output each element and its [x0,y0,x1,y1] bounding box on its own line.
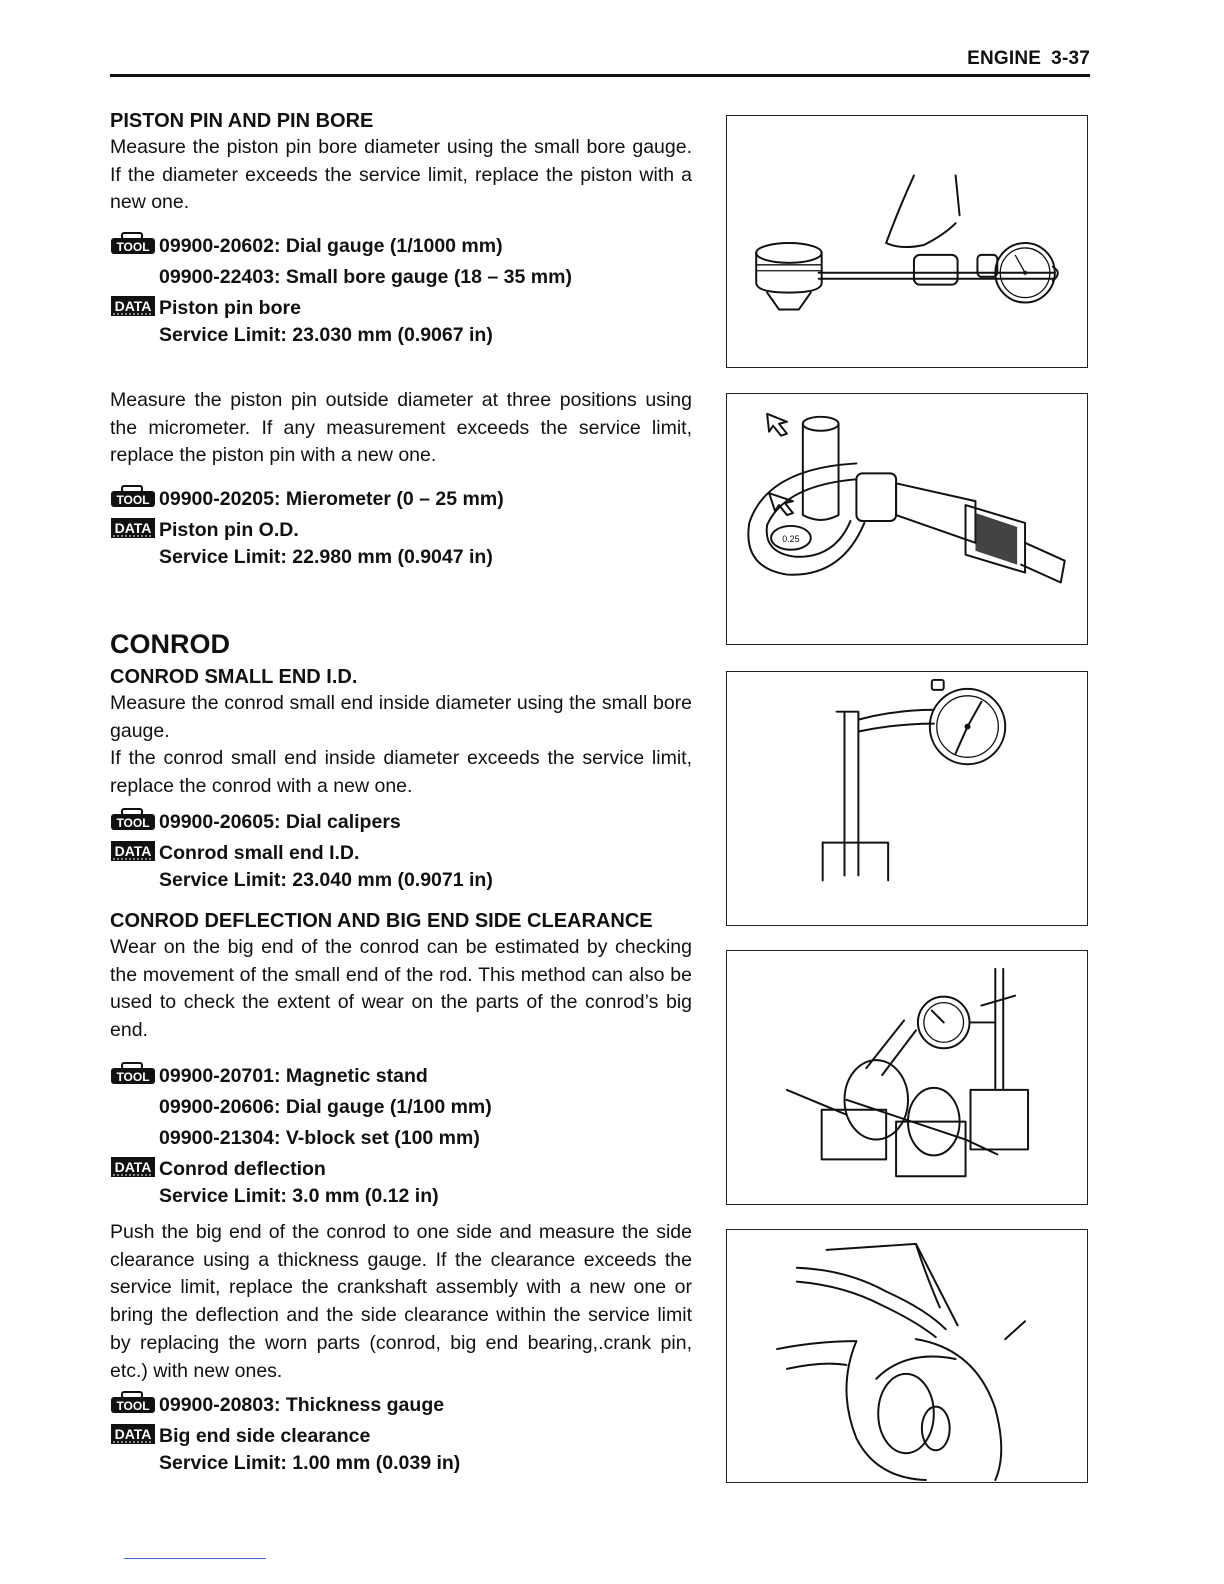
data-label-conrod-small-end: Conrod small end I.D. [159,842,360,864]
big-end-specs [110,1390,692,1479]
tool-icon-label: TOOL [116,1399,150,1413]
piston-pin-paragraph-2: Measure the piston pin outside diameter at three positions using the micrometer. If any measurement exceeds the service limit, replace the piston pin with a new one. [110,389,692,467]
tool-icon-label: TOOL [116,493,150,507]
figure-micrometer [726,393,1088,645]
micrometer-scale-label: 0.25 [782,533,800,544]
magnetic-stand-illustration [727,951,1087,1204]
tool-icon-label: TOOL [116,1070,150,1084]
header-page-number: 3-37 [1051,48,1090,69]
tool-3: 09900-20205: Mierometer (0 – 25 mm) [159,488,504,510]
tool-icon [110,1062,156,1085]
footer-rule [124,1558,266,1559]
data-icon-label: DATA [114,298,152,314]
conrod-deflection-paragraph-2: Push the big end of the conrod to one side and measure the side clearance using a thickness gauge. If the clearance exceeds the service limit, replace the crankshaft assembly with a new one or bring the deflection and the side clearance within the service limit by replacing the worn parts (conrod, big end bearing,.crank pin, etc.) with new ones. [110,1221,692,1382]
tool-line [110,807,692,838]
data-icon-label: DATA [114,520,152,536]
piston-pin-section [110,108,692,217]
data-icon-label: DATA [114,843,152,859]
tool-icon-label: TOOL [116,816,150,830]
tool-line [110,484,692,515]
figure-piston-bore-gauge [726,115,1088,368]
conrod-small-end-paragraph-1: Measure the conrod small end inside diameter using the small bore gauge. [110,692,692,742]
tool-icon-label: TOOL [116,240,150,254]
conrod-small-end-specs [110,807,692,896]
tool-icon [110,232,156,255]
data-icon-label: DATA [114,1159,152,1175]
piston-pin-heading: PISTON PIN AND PIN BORE [110,110,374,132]
data-icon [110,517,156,539]
thickness-gauge-illustration [727,1230,1087,1482]
data-icon [110,1423,156,1445]
tool-line [110,1061,692,1092]
tool-line [110,231,692,262]
data-label-piston-pin-od: Piston pin O.D. [159,519,299,541]
service-limit-conrod-small-end: Service Limit: 23.040 mm (0.9071 in) [159,869,493,891]
service-limit-piston-pin-od: Service Limit: 22.980 mm (0.9047 in) [159,546,493,568]
data-label-conrod-deflection: Conrod deflection [159,1158,326,1180]
dial-calipers-illustration [727,672,1087,925]
piston-pin-od-section [110,387,692,470]
service-limit-conrod-deflection: Service Limit: 3.0 mm (0.12 in) [159,1185,439,1207]
tool-thickness-gauge: 09900-20803: Thickness gauge [159,1394,445,1416]
big-end-side-clearance-section [110,1219,692,1385]
data-label-piston-pin-bore: Piston pin bore [159,297,301,319]
header-section: ENGINE [967,48,1042,69]
data-label-big-end-side-clearance: Big end side clearance [159,1425,371,1447]
conrod-deflection-specs [110,1061,692,1212]
tool-v-block-set: 09900-21304: V-block set (100 mm) [159,1127,480,1149]
conrod-heading: CONROD [110,629,230,659]
header-text [957,48,1090,70]
piston-pin-od-specs [110,484,692,573]
tool-dial-gauge: 09900-20606: Dial gauge (1/100 mm) [159,1096,492,1118]
conrod-deflection-section [110,908,692,1045]
figure-magnetic-stand [726,950,1088,1205]
tool-icon [110,808,156,831]
figure-dial-calipers [726,671,1088,926]
tool-2: 09900-22403: Small bore gauge (18 – 35 mm) [159,266,572,288]
piston-bore-gauge-illustration [727,116,1087,367]
conrod-small-end-heading: CONROD SMALL END I.D. [110,666,358,688]
piston-pin-specs [110,231,692,351]
piston-pin-paragraph-1: Measure the piston pin bore diameter using the small bore gauge. If the diameter exceeds the service limit, replace the piston with a new one. [110,136,692,214]
conrod-small-end-paragraph-2: If the conrod small end inside diameter exceeds the service limit, replace the conrod with a new one. [110,747,692,798]
tool-1: 09900-20602: Dial gauge (1/1000 mm) [159,235,503,257]
data-icon [110,840,156,862]
tool-line [110,1390,692,1421]
tool-icon [110,485,156,508]
data-icon [110,295,156,317]
figure-thickness-gauge [726,1229,1088,1483]
service-limit-big-end-side-clearance: Service Limit: 1.00 mm (0.039 in) [159,1452,461,1474]
data-icon [110,1156,156,1178]
conrod-deflection-paragraph-1: Wear on the big end of the conrod can be estimated by checking the movement of the small end of the rod. This method can also be used to check the extent of wear on the parts of the conrod’s big end. [110,936,692,1042]
data-icon-label: DATA [114,1426,152,1442]
page-header [110,44,1090,77]
micrometer-illustration [727,394,1087,644]
conrod-deflection-heading: CONROD DEFLECTION AND BIG END SIDE CLEARANCE [110,910,653,932]
service-limit-piston-pin-bore: Service Limit: 23.030 mm (0.9067 in) [159,324,493,346]
conrod-section [110,628,692,801]
tool-dial-calipers: 09900-20605: Dial calipers [159,811,401,833]
tool-magnetic-stand: 09900-20701: Magnetic stand [159,1065,428,1087]
tool-icon [110,1391,156,1414]
